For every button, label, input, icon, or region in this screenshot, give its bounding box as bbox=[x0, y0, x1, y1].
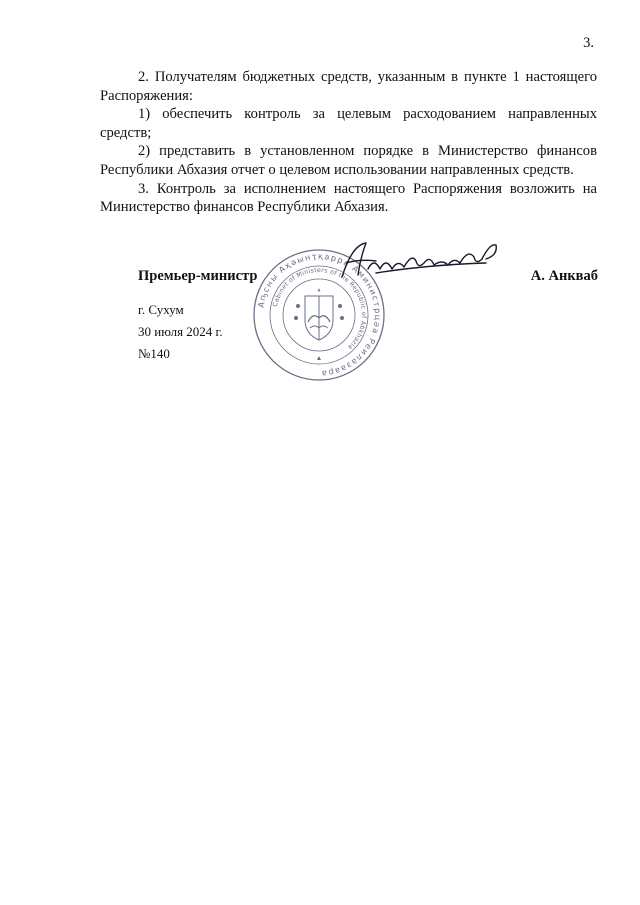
paragraph-subclause-2: 2) представить в установленном порядке в Министерство финансов Республики Абхазия отчет о целевом использовании направленных средств. bbox=[100, 143, 597, 178]
coat-of-arms-icon bbox=[305, 296, 333, 340]
document-place: г. Сухум bbox=[138, 302, 184, 317]
paragraph-clause-2: 2. Получателям бюджетных средств, указанным в пункте 1 настоящего Распоряжения: bbox=[100, 69, 597, 104]
paragraph-subclause-1: 1) обеспечить контроль за целевым расходованием направленных средств; bbox=[100, 106, 597, 141]
document-meta bbox=[138, 299, 223, 365]
signatory-title: Премьер-министр bbox=[138, 268, 258, 284]
document-date: 30 июля 2024 г. bbox=[138, 324, 223, 339]
page-number: 3. bbox=[583, 35, 594, 51]
seal-outer-text: Аҧсны Аҳәынҭқарра Аминистрцәа Реилазаара bbox=[255, 250, 384, 380]
paragraph-clause-3: 3. Контроль за исполнением настоящего Распоряжения возложить на Министерство финансов Республики Абхазия. bbox=[100, 180, 597, 216]
signatory-name: А. Анкваб bbox=[530, 268, 598, 284]
signature-block bbox=[138, 268, 598, 290]
seal-inner-text: Cabinet of Ministers of the Republic of Abkhazia bbox=[271, 266, 368, 351]
decree-body bbox=[100, 68, 597, 217]
document-number: №140 bbox=[138, 346, 170, 361]
